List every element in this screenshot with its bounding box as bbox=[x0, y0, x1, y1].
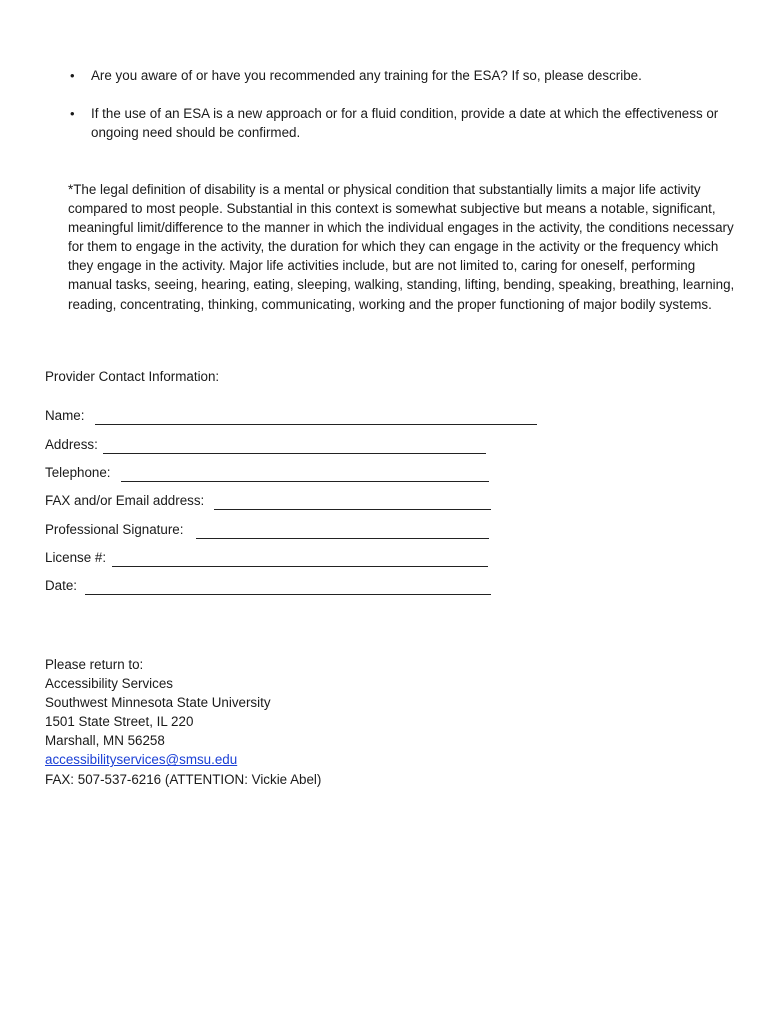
license-field bbox=[45, 549, 106, 569]
name-input-line[interactable] bbox=[95, 423, 537, 425]
return-heading: Please return to: bbox=[45, 657, 144, 672]
bullet-icon: • bbox=[70, 106, 75, 121]
name-label: Name: bbox=[45, 408, 85, 423]
contact-heading: Provider Contact Information: bbox=[45, 369, 220, 384]
telephone-label: Telephone: bbox=[45, 465, 111, 480]
license-label: License #: bbox=[45, 550, 107, 565]
signature-label: Professional Signature: bbox=[45, 522, 184, 537]
date-label: Date: bbox=[45, 578, 78, 593]
fax-email-field bbox=[45, 492, 204, 512]
office-name: Accessibility Services bbox=[45, 676, 173, 692]
street-address: 1501 State Street, IL 220 bbox=[45, 714, 194, 730]
address-field bbox=[45, 436, 98, 456]
address-input-line[interactable] bbox=[103, 452, 486, 454]
question-item bbox=[66, 104, 736, 142]
telephone-input-line[interactable] bbox=[121, 480, 489, 482]
signature-field bbox=[45, 521, 183, 541]
city-state-zip: Marshall, MN 56258 bbox=[45, 733, 165, 749]
email-link[interactable]: accessibilityservices@smsu.edu bbox=[45, 752, 238, 768]
date-field bbox=[45, 577, 77, 597]
question-text: Are you aware of or have you recommended any training for the ESA? If so, please describe. bbox=[91, 68, 642, 83]
signature-input-line[interactable] bbox=[196, 537, 489, 539]
question-text: If the use of an ESA is a new approach or for a fluid condition, provide a date at which the effectiveness or ongoing need should be confirmed. bbox=[91, 106, 719, 140]
telephone-field bbox=[45, 464, 111, 484]
name-field bbox=[45, 407, 84, 427]
return-address-block bbox=[45, 655, 321, 789]
address-label: Address: bbox=[45, 437, 98, 452]
question-item bbox=[66, 66, 736, 85]
disability-definition-footnote: *The legal definition of disability is a mental or physical condition that substantially limits a major life activity compared to most people. Substantial in this context is somewhat subjective but means a notable, significant, meaningful limit/difference to the manner in which the individual engages in the activity, the conditions necessary for them to engage in the activity, the duration for which they can engage in the activity or the frequency which they engage in the activity. Major life activities include, but are not limited to, caring for oneself, performing manual tasks, seeing, hearing, eating, sleeping, walking, standing, lifting, bending, speaking, breathing, learning, reading, concentrating, thinking, communicating, working and the proper functioning of major bodily systems. bbox=[68, 182, 735, 312]
university-name: Southwest Minnesota State University bbox=[45, 695, 271, 711]
fax-email-label: FAX and/or Email address: bbox=[45, 493, 205, 508]
fax-number: FAX: 507-537-6216 (ATTENTION: Vickie Abel) bbox=[45, 771, 322, 787]
license-input-line[interactable] bbox=[112, 565, 488, 567]
date-input-line[interactable] bbox=[85, 593, 491, 595]
fax-email-input-line[interactable] bbox=[214, 508, 491, 510]
question-list bbox=[66, 66, 736, 161]
bullet-icon: • bbox=[70, 68, 75, 83]
